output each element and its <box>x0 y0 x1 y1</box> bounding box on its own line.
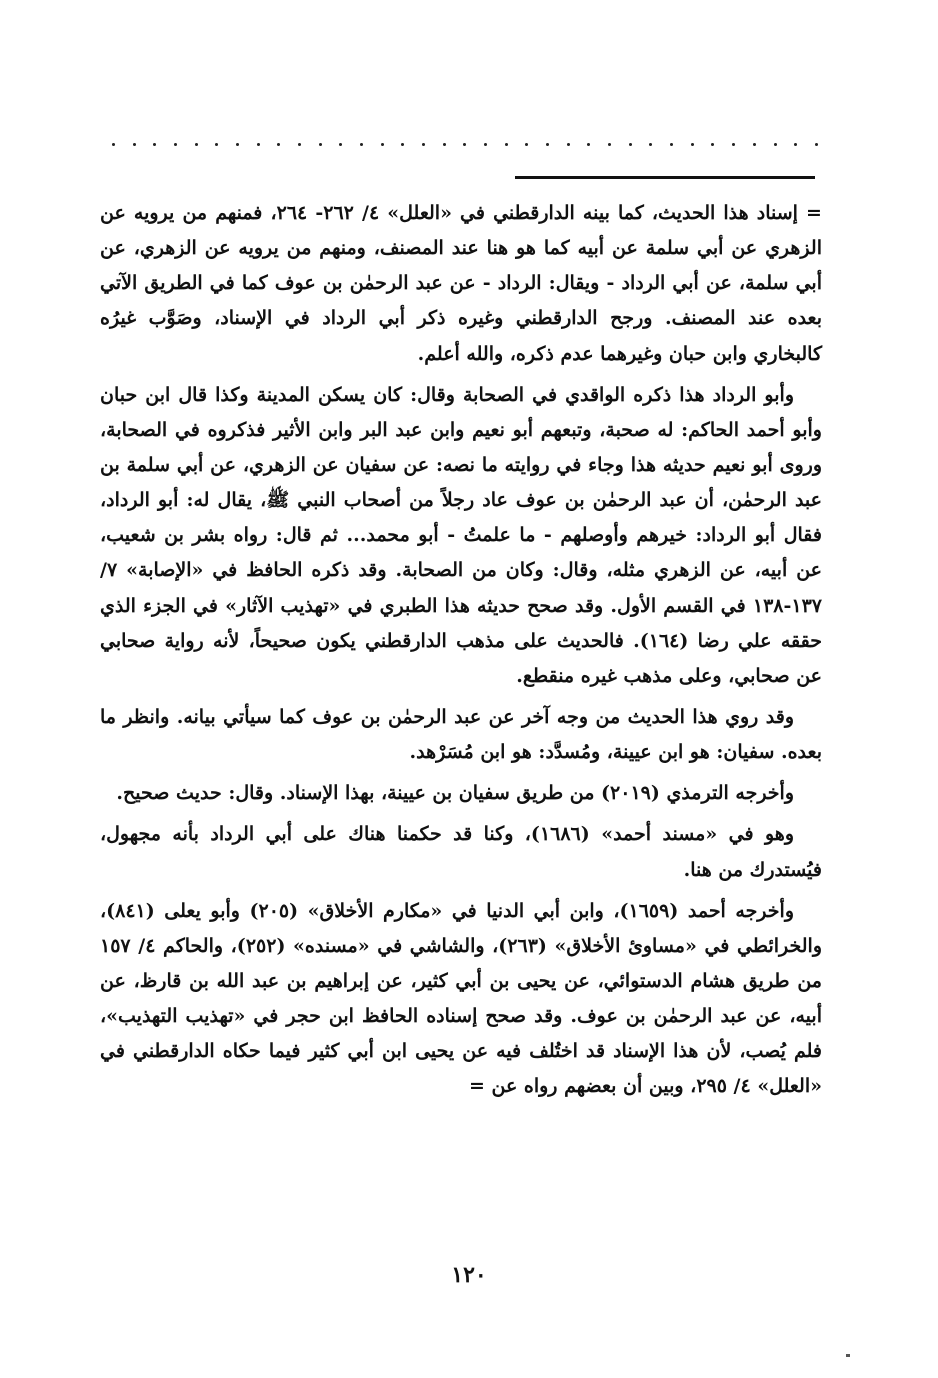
dot <box>236 143 239 146</box>
footnote-paragraph: = إسناد هذا الحديث، كما بينه الدارقطني في «العلل» ٤/ ٢٦٢- ٢٦٤، فمنهم من يرويه عن الزهري عن أبي سلمة عن أبيه كما هو هنا عند المصنف، ومنهم من يرويه عن الزهري، عن أبي سلمة، عن أبي الرداد - ويقال: الرداد - عن عبد الرحمٰن بن عوف كما في الطريق الآتي بعده عند المصنف. ورجح الدارقطني وغيره ذكر أبي الرداد في الإسناد، وصَوَّب غيرُه كالبخاري وابن حبان وغيرهما عدم ذكره، والله أعلم. <box>100 202 822 365</box>
footnote-paragraph: وقد روي هذا الحديث من وجه آخر عن عبد الرحمٰن بن عوف كما سيأتي بيانه. وانظر ما بعده. سفيان: هو ابن عيينة، ومُسدَّد: هو ابن مُسَرْهد. <box>100 705 822 764</box>
dot <box>174 143 177 146</box>
footnote-paragraph: وأخرجه الترمذي (٢٠١٩) من طريق سفيان بن عيينة، بهذا الإسناد. وقال: حديث صحيح. <box>116 782 794 805</box>
dot <box>257 143 260 146</box>
dot <box>443 143 446 146</box>
dot <box>525 143 528 146</box>
footnote-divider <box>515 176 815 179</box>
dot <box>629 143 632 146</box>
footnote-paragraph: وأخرجه أحمد (١٦٥٩)، وابن أبي الدنيا في «مكارم الأخلاق» (٢٠٥) وأبو يعلى (٨٤١)، والخرائطي في «مساوئ الأخلاق» (٢٦٣)، والشاشي في «مسنده» (٢٥٢)، والحاكم ٤/ ١٥٧ من طريق هشام الدستوائي، عن يحيى بن أبي كثير، عن إبراهيم بن عبد الله بن قارظ، عن أبيه، عن عبد الرحمٰن بن عوف. وقد صحح إسناده الحافظ ابن حجر في «تهذيب التهذيب»، فلم يُصب، لأن هذا الإسناد قد اختُلف فيه عن يحيى ابن أبي كثير فيما حكاه الدارقطني في «العلل» ٤/ ٢٩٥، وبين أن بعضهم رواه عن = <box>100 899 823 1098</box>
dot <box>195 143 198 146</box>
dot <box>587 143 590 146</box>
dot <box>401 143 404 146</box>
dot <box>463 143 466 146</box>
dot <box>153 143 156 146</box>
dot <box>753 143 756 146</box>
dot <box>794 143 797 146</box>
dot <box>711 143 714 146</box>
footnote-paragraph: وهو في «مسند أحمد» (١٦٨٦)، وكنا قد حكمنا هناك على أبي الرداد بأنه مجهول، فيُستدرك من هنا. <box>100 823 822 881</box>
dot <box>112 143 115 146</box>
dot <box>360 143 363 146</box>
dot <box>422 143 425 146</box>
dot <box>133 143 136 146</box>
dot <box>732 143 735 146</box>
page-number: ١٢٠ <box>451 1262 487 1288</box>
dot <box>484 143 487 146</box>
dot <box>691 143 694 146</box>
dot <box>608 143 611 146</box>
dot <box>319 143 322 146</box>
dot <box>670 143 673 146</box>
footnote-body <box>100 196 822 1111</box>
dot <box>774 143 777 146</box>
scan-speck <box>846 1354 850 1357</box>
dot <box>215 143 218 146</box>
dot <box>546 143 549 146</box>
footnote-paragraph: وأبو الرداد هذا ذكره الواقدي في الصحابة وقال: كان يسكن المدينة وكذا قال ابن حبان وأبو أحمد الحاكم: له صحبة، وتبعهم أبو نعيم وابن عبد البر وابن الأثير فذكروه في الصحابة، وروى أبو نعيم حديثه هذا وجاء في روايته ما نصه: عن سفيان عن الزهري، عن أبي سلمة بن عبد الرحمٰن، أن عبد الرحمٰن بن عوف عاد رجلاً من أصحاب النبي ﷺ، يقال له: أبو الرداد، فقال أبو الرداد: خيرهم وأوصلهم - ما علمتُ - أبو محمد... ثم قال: رواه بشر بن شعيب، عن أبيه، عن الزهري مثله، وقال: وكان من الصحابة. وقد ذكره الحافظ في «الإصابة» ٧/ ١٣٧-١٣٨ في القسم الأول. وقد صحح حديثه هذا الطبري في «تهذيب الآثار» في الجزء الذي حققه علي رضا (١٦٤). فالحديث على مذهب الدارقطني يكون صحيحاً، لأنه رواية صحابي عن صحابي، وعلى مذهب غيره منقطع. <box>100 383 822 687</box>
dot <box>277 143 280 146</box>
dot <box>649 143 652 146</box>
dot <box>815 143 818 146</box>
separator-dots <box>112 138 818 150</box>
dot <box>381 143 384 146</box>
dot <box>339 143 342 146</box>
dot <box>567 143 570 146</box>
dot <box>505 143 508 146</box>
dot <box>298 143 301 146</box>
